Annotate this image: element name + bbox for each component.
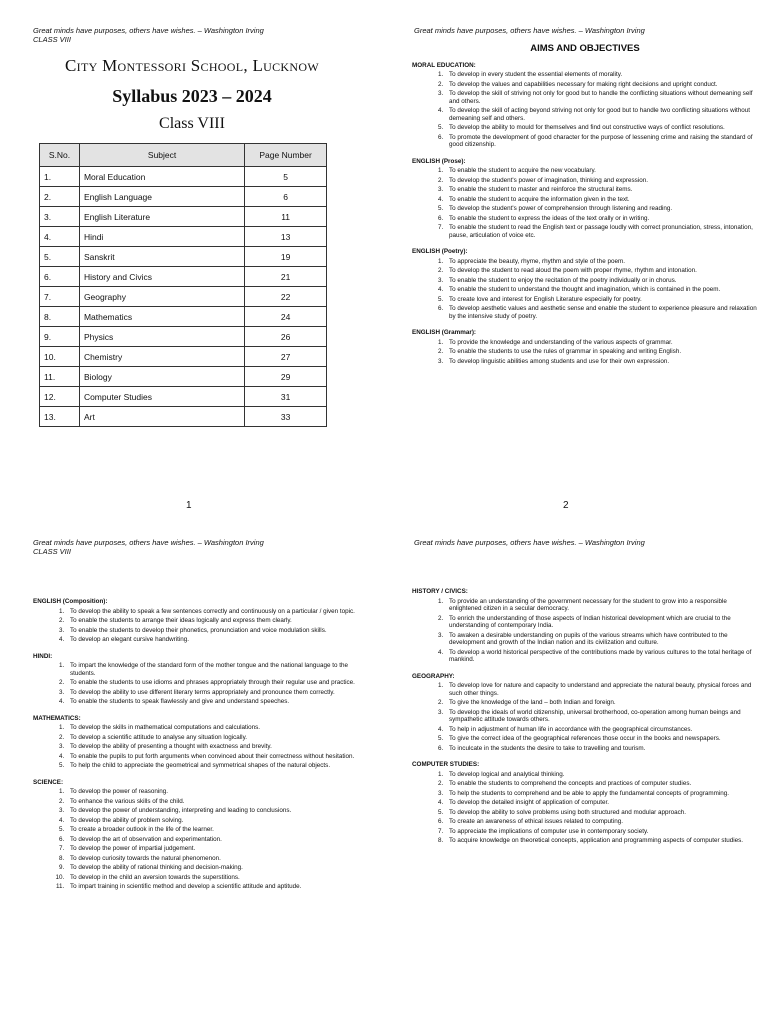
list-item: 3. To help the students to comprehend and be able to apply the fundamental concepts of programming. xyxy=(445,790,758,798)
subject-cell: Physics xyxy=(79,327,244,347)
column-header: S.No. xyxy=(40,144,80,167)
list-item: 2. To give the knowledge of the land – both Indian and foreign. xyxy=(445,699,758,707)
header-quote xyxy=(33,538,264,556)
column-header: Page Number xyxy=(245,144,327,167)
section-title: COMPUTER STUDIES: xyxy=(412,761,480,768)
sno-cell: 6. xyxy=(40,267,80,287)
subject-cell: Biology xyxy=(79,367,244,387)
syllabus-title: Syllabus 2023 – 2024 xyxy=(112,86,272,106)
quote-text: Great minds have purposes, others have wishes. – Washington Irving xyxy=(33,538,264,547)
list-item: 8. To develop curiosity towards the natural phenomenon. xyxy=(66,855,362,863)
list-item: 2. To enrich the understanding of those aspects of Indian historical development which are crucial to the understanding of contemporary India. xyxy=(445,615,758,630)
objectives-list xyxy=(412,71,758,149)
objectives-list xyxy=(412,598,758,664)
quote-text: Great minds have purposes, others have wishes. – Washington Irving xyxy=(414,538,645,547)
page-3-content xyxy=(33,598,362,900)
page-number: 1 xyxy=(186,500,192,511)
subject-cell: Hindi xyxy=(79,227,244,247)
subject-cell: Computer Studies xyxy=(79,387,244,407)
page-2-content xyxy=(412,45,758,374)
list-item: 3. To develop the skill of striving not only for good but to handle the conflicting situations without demeaning self and others. xyxy=(445,90,758,105)
subject-cell: Chemistry xyxy=(79,347,244,367)
sno-cell: 5. xyxy=(40,247,80,267)
list-item: 4. To enable the student to understand the thought and imagination, which is contained in the poem. xyxy=(445,286,758,294)
table-row xyxy=(40,407,327,427)
section-title: HISTORY / CIVICS: xyxy=(412,588,468,595)
list-item: 4. To develop the detailed insight of application of computer. xyxy=(445,799,758,807)
list-item: 3. To enable the student to master and reinforce the structural items. xyxy=(445,186,758,194)
sno-cell: 12. xyxy=(40,387,80,407)
page-4 xyxy=(384,512,768,1024)
list-item: 5. To develop the ability to mould for themselves and find out constructive ways of conflict resolutions. xyxy=(445,124,758,132)
list-item: 5. To develop the ability to solve problems using both structured and modular approach. xyxy=(445,809,758,817)
list-item: 10. To develop in the child an aversion towards the superstitions. xyxy=(66,874,362,882)
list-item: 6. To develop aesthetic values and aesthetic sense and enable the student to experience pleasure and relaxation by the intensive study of poetry. xyxy=(445,305,758,320)
page-cell: 11 xyxy=(245,207,327,227)
list-item: 5. To give the correct idea of the geographical references those occur in the books and newspapers. xyxy=(445,735,758,743)
list-item: 4. To develop the skill of acting beyond striving not only for good but to handle two conflicting situations without demeaning self and others. xyxy=(445,107,758,122)
section-title: ENGLISH (Poetry): xyxy=(412,248,468,255)
list-item: 4. To enable the pupils to put forth arguments when convinced about their correctness without hesitation. xyxy=(66,753,362,761)
list-item: 1. To develop logical and analytical thinking. xyxy=(445,771,758,779)
list-item: 1. To develop in every student the essential elements of morality. xyxy=(445,71,758,79)
list-item: 1. To impart the knowledge of the standard form of the mother tongue and the national language to the students. xyxy=(66,662,362,677)
objectives-list xyxy=(33,608,362,644)
list-item: 4. To develop the ability of problem solving. xyxy=(66,817,362,825)
table-row xyxy=(40,327,327,347)
sno-cell: 3. xyxy=(40,207,80,227)
subject-cell: Art xyxy=(79,407,244,427)
page-cell: 19 xyxy=(245,247,327,267)
table-row xyxy=(40,207,327,227)
header-quote xyxy=(33,26,264,44)
table-row xyxy=(40,247,327,267)
sno-cell: 8. xyxy=(40,307,80,327)
sno-cell: 4. xyxy=(40,227,80,247)
table-row xyxy=(40,187,327,207)
subject-cell: Sanskrit xyxy=(79,247,244,267)
list-item: 2. To enable the students to comprehend the concepts and practices of computer studies. xyxy=(445,780,758,788)
table-row xyxy=(40,287,327,307)
section-title: HINDI: xyxy=(33,652,53,660)
table-row xyxy=(40,227,327,247)
list-item: 1. To develop the skills in mathematical computations and calculations. xyxy=(66,724,362,732)
list-item: 6. To enable the student to express the ideas of the text orally or in writing. xyxy=(445,215,758,223)
list-item: 1. To appreciate the beauty, rhyme, rhythm and style of the poem. xyxy=(445,258,758,266)
column-header: Subject xyxy=(79,144,244,167)
objectives-list xyxy=(412,682,758,752)
list-item: 3. To develop the power of understanding, interpreting and leading to conclusions. xyxy=(66,807,362,815)
section-title: GEOGRAPHY: xyxy=(412,672,455,680)
page-cell: 6 xyxy=(245,187,327,207)
table-row xyxy=(40,367,327,387)
page-4-content xyxy=(412,588,758,854)
sno-cell: 9. xyxy=(40,327,80,347)
objectives-list xyxy=(412,258,758,321)
list-item: 3. To develop linguistic abilities among students and use for their own expression. xyxy=(445,358,758,366)
list-item: 2. To develop a scientific attitude to analyse any situation logically. xyxy=(66,734,362,742)
table-row xyxy=(40,387,327,407)
section-title: ENGLISH (Grammar): xyxy=(412,329,477,336)
quote-text: Great minds have purposes, others have wishes. – Washington Irving xyxy=(414,26,645,35)
class-title: Class VIII xyxy=(159,115,225,132)
list-item: 2. To develop the values and capabilities necessary for making right decisions and upright conduct. xyxy=(445,81,758,89)
page-cell: 13 xyxy=(245,227,327,247)
sno-cell: 2. xyxy=(40,187,80,207)
list-item: 7. To enable the student to read the English text or passage loudly with correct pronunciation, stress, intonation, pause, articulation of voice etc. xyxy=(445,224,758,239)
list-item: 5. To help the child to appreciate the geometrical and symmetrical shapes of the natural objects. xyxy=(66,762,362,770)
objectives-list xyxy=(412,167,758,239)
page-cell: 29 xyxy=(245,367,327,387)
page-number: 2 xyxy=(563,500,569,511)
subject-cell: History and Civics xyxy=(79,267,244,287)
page-3 xyxy=(0,512,384,1024)
class-line: CLASS VIII xyxy=(33,35,71,44)
list-item: 2. To enable the students to arrange their ideas logically and express them clearly. xyxy=(66,617,362,625)
section-title: MATHEMATICS: xyxy=(33,714,81,722)
list-item: 3. To develop the ideals of world citizenship, universal brotherhood, co-operation among human beings and sympathetic attitude towards others. xyxy=(445,709,758,724)
sno-cell: 10. xyxy=(40,347,80,367)
objectives-list xyxy=(412,339,758,366)
page-cell: 24 xyxy=(245,307,327,327)
list-item: 5. To develop the student's power of comprehension through listening and reading. xyxy=(445,205,758,213)
list-item: 4. To develop a world historical perspective of the contributions made by various cultures to the total heritage of mankind. xyxy=(445,649,758,664)
list-item: 3. To develop the ability to use different literary terms appropriately and pronounce them correctly. xyxy=(66,689,362,697)
subject-cell: Mathematics xyxy=(79,307,244,327)
table-row xyxy=(40,307,327,327)
header-quote xyxy=(414,26,645,35)
list-item: 3. To enable the students to develop their phonetics, pronunciation and voice modulation skills. xyxy=(66,627,362,635)
section-title: MORAL EDUCATION: xyxy=(412,61,476,69)
table-header-row xyxy=(40,144,327,167)
sno-cell: 7. xyxy=(40,287,80,307)
header-quote xyxy=(414,538,645,547)
list-item: 6. To inculcate in the students the desire to take to travelling and tourism. xyxy=(445,745,758,753)
list-item: 5. To create love and interest for English Literature especially for poetry. xyxy=(445,296,758,304)
subject-cell: English Language xyxy=(79,187,244,207)
list-item: 8. To acquire knowledge on theoretical concepts, application and programming aspects of computer studies. xyxy=(445,837,758,845)
list-item: 6. To develop the art of observation and experimentation. xyxy=(66,836,362,844)
list-item: 7. To appreciate the implications of computer use in contemporary society. xyxy=(445,828,758,836)
list-item: 1. To develop love for nature and capacity to understand and appreciate the natural beauty, physical forces and such other things. xyxy=(445,682,758,697)
objectives-list xyxy=(33,724,362,770)
page-cell: 5 xyxy=(245,167,327,187)
table-row xyxy=(40,267,327,287)
table-row xyxy=(40,167,327,187)
sno-cell: 13. xyxy=(40,407,80,427)
page-cell: 21 xyxy=(245,267,327,287)
list-item: 3. To awaken a desirable understanding on pupils of the various streams which have contributed to the development and growth of the Indian nation and its civilization and culture. xyxy=(445,632,758,647)
objectives-list xyxy=(33,788,362,891)
list-item: 6. To promote the development of good character for the purpose of lessening crime and raising the standard of good citizenship. xyxy=(445,134,758,149)
list-item: 5. To create a broader outlook in the life of the learner. xyxy=(66,826,362,834)
section-title: ENGLISH (Prose): xyxy=(412,157,466,165)
list-item: 7. To develop the power of impartial judgement. xyxy=(66,845,362,853)
sno-cell: 1. xyxy=(40,167,80,187)
page-cell: 26 xyxy=(245,327,327,347)
page-cell: 27 xyxy=(245,347,327,367)
list-item: 6. To create an awareness of ethical issues related to computing. xyxy=(445,818,758,826)
page-cell: 31 xyxy=(245,387,327,407)
school-name: City Montessori School, Lucknow xyxy=(65,56,319,75)
sno-cell: 11. xyxy=(40,367,80,387)
aims-title: AIMS AND OBJECTIVES xyxy=(530,43,640,54)
list-item: 2. To develop the student to read aloud the poem with proper rhyme, rhythm and intonation. xyxy=(445,267,758,275)
quote-text: Great minds have purposes, others have wishes. – Washington Irving xyxy=(33,26,264,35)
contents-table xyxy=(39,143,327,427)
page-2 xyxy=(384,0,768,512)
list-item: 1. To develop the power of reasoning. xyxy=(66,788,362,796)
list-item: 11. To impart training in scientific method and develop a scientific attitude and aptitude. xyxy=(66,883,362,891)
page-cell: 22 xyxy=(245,287,327,307)
list-item: 4. To develop an elegant cursive handwriting. xyxy=(66,636,362,644)
subject-cell: English Literature xyxy=(79,207,244,227)
subject-cell: Moral Education xyxy=(79,167,244,187)
list-item: 4. To enable the student to acquire the information given in the text. xyxy=(445,196,758,204)
list-item: 1. To enable the student to acquire the new vocabulary. xyxy=(445,167,758,175)
objectives-list xyxy=(33,662,362,706)
subject-cell: Geography xyxy=(79,287,244,307)
list-item: 2. To enable the students to use idioms and phrases appropriately through their regular use and practice. xyxy=(66,679,362,687)
list-item: 3. To develop the ability of presenting a thought with exactness and brevity. xyxy=(66,743,362,751)
class-line: CLASS VIII xyxy=(33,547,71,556)
list-item: 1. To provide the knowledge and understanding of the various aspects of grammar. xyxy=(445,339,758,347)
objectives-list xyxy=(412,771,758,845)
list-item: 9. To develop the ability of rational thinking and decision-making. xyxy=(66,864,362,872)
table-row xyxy=(40,347,327,367)
list-item: 2. To enable the students to use the rules of grammar in speaking and writing English. xyxy=(445,348,758,356)
list-item: 1. To provide an understanding of the government necessary for the student to grow into a responsible enlightened citizen in a secular democracy. xyxy=(445,598,758,613)
section-title: SCIENCE: xyxy=(33,778,64,786)
list-item: 2. To enhance the various skills of the child. xyxy=(66,798,362,806)
page-cell: 33 xyxy=(245,407,327,427)
page-1 xyxy=(0,0,384,512)
list-item: 3. To enable the student to enjoy the recitation of the poetry individually or in chorus. xyxy=(445,277,758,285)
list-item: 2. To develop the student's power of imagination, thinking and expression. xyxy=(445,177,758,185)
list-item: 4. To enable the students to speak flawlessly and give and understand speeches. xyxy=(66,698,362,706)
list-item: 4. To help in adjustment of human life in accordance with the geographical circumstances. xyxy=(445,726,758,734)
section-title: ENGLISH (Composition): xyxy=(33,598,108,605)
list-item: 1. To develop the ability to speak a few sentences correctly and continuously on a particular / given topic. xyxy=(66,608,362,616)
